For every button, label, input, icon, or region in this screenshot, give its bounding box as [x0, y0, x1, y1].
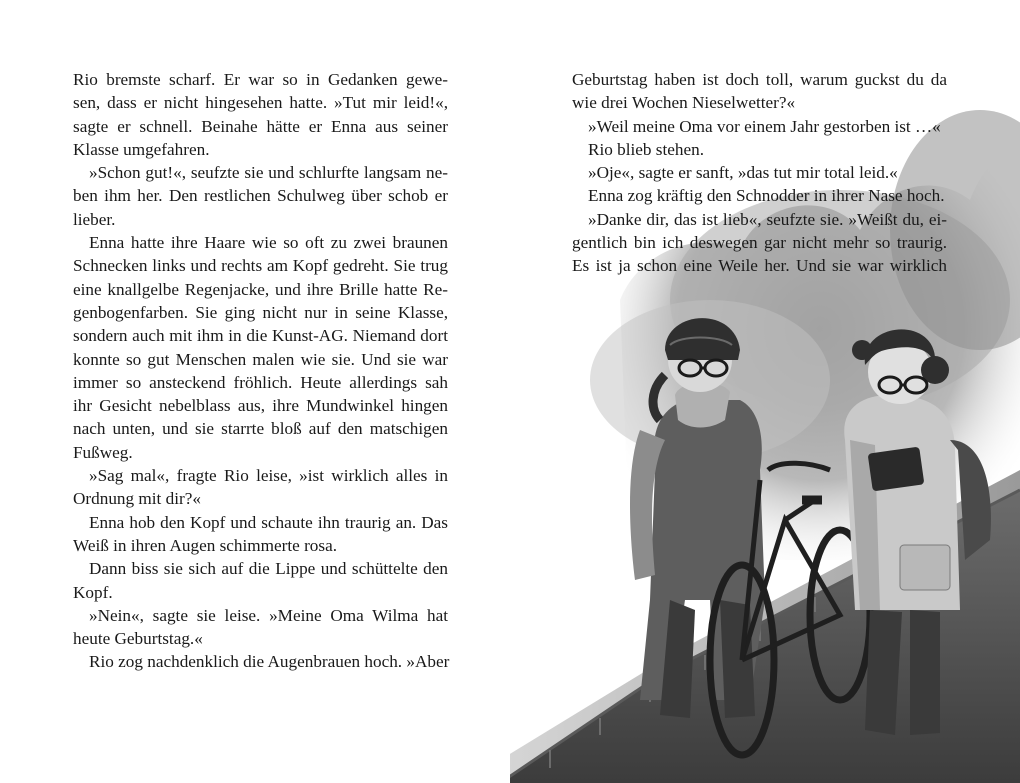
- left-page-text-line: lieber.: [73, 209, 116, 229]
- left-page-text-line: Enna hatte ihre Haare wie so oft zu zwei braunen: [89, 233, 448, 253]
- right-page-text-line: Rio blieb stehen.: [588, 139, 704, 159]
- left-page-text-line: ihr Gesicht nebelblass aus, ihre Mundwinkel hingen: [73, 396, 448, 416]
- right-page-text-line: »Weil meine Oma vor einem Jahr gestorben ist …«: [588, 116, 941, 136]
- left-page-text-line: Dann biss sie sich auf die Lippe und schüttelte den: [89, 559, 448, 579]
- left-page-text-line: heute Geburtstag.«: [73, 629, 203, 649]
- left-page-text-line: ben ihm her. Den restlichen Schulweg über schob er: [73, 186, 448, 206]
- left-page-text-line: eine knallgelbe Regenjacke, und ihre Brille hatte Re-: [73, 279, 448, 299]
- left-page-text-line: Enna hob den Kopf und schaute ihn traurig an. Das: [89, 512, 448, 532]
- left-page-text-line: Fußweg.: [73, 442, 133, 462]
- right-page-text-line: gentlich bin ich deswegen gar nicht mehr so traurig.: [572, 233, 947, 253]
- left-page-text-line: immer so ansteckend fröhlich. Heute allerdings sah: [73, 372, 448, 392]
- left-page-text-line: »Nein«, sagte sie leise. »Meine Oma Wilma hat: [89, 605, 448, 625]
- left-page-text-line: Ordnung mit dir?«: [73, 489, 201, 509]
- left-page-text-line: Weiß in ihren Augen schimmerte rosa.: [73, 535, 337, 555]
- left-page-text-line: sondern auch mit ihm in die Kunst-AG. Niemand dort: [73, 326, 448, 346]
- left-page-text-line: sagte er schnell. Beinahe hätte er Enna aus seiner: [73, 116, 448, 136]
- left-page-text-line: konnte so gut Menschen malen wie sie. Und sie war: [73, 349, 448, 369]
- left-page-text-line: genbogenfarben. Sie ging nicht nur in seine Klasse,: [73, 302, 448, 322]
- right-page-text-line: »Danke dir, das ist lieb«, seufzte sie. »Weißt du, ei-: [588, 209, 947, 229]
- left-page-text-line: »Sag mal«, fragte Rio leise, »ist wirklich alles in: [89, 466, 448, 486]
- left-page-text-line: nach unten, und sie starrte bloß auf den matschigen: [73, 419, 448, 439]
- left-page-text-line: Schnecken links und rechts am Kopf gedreht. Sie trug: [73, 256, 448, 276]
- left-text-column: [73, 68, 448, 674]
- right-page-text-line: Geburtstag haben ist doch toll, warum guckst du da: [572, 70, 947, 89]
- right-page: [510, 0, 1020, 783]
- right-text-column: [572, 68, 947, 278]
- right-page-text-line: Es ist ja schon eine Weile her. Und sie war wirklich: [572, 256, 947, 276]
- left-page-text-line: Rio bremste scharf. Er war so in Gedanken gewe-: [73, 70, 448, 89]
- left-page-text-line: sen, dass er nicht hingesehen hatte. »Tut mir leid!«,: [73, 93, 448, 113]
- right-page-text-line: Enna zog kräftig den Schnodder in ihrer Nase hoch.: [588, 186, 945, 206]
- left-page-text-line: Rio zog nachdenklich die Augenbrauen hoch. »Aber: [89, 652, 450, 672]
- right-page-text-line: wie drei Wochen Nieselwetter?«: [572, 93, 796, 113]
- left-page-text-line: Klasse umgefahren.: [73, 139, 210, 159]
- left-page-text-line: Kopf.: [73, 582, 113, 602]
- right-page-text-line: »Oje«, sagte er sanft, »das tut mir total leid.«: [588, 163, 898, 183]
- left-page-text-line: »Schon gut!«, seufzte sie und schlurfte langsam ne-: [89, 163, 448, 183]
